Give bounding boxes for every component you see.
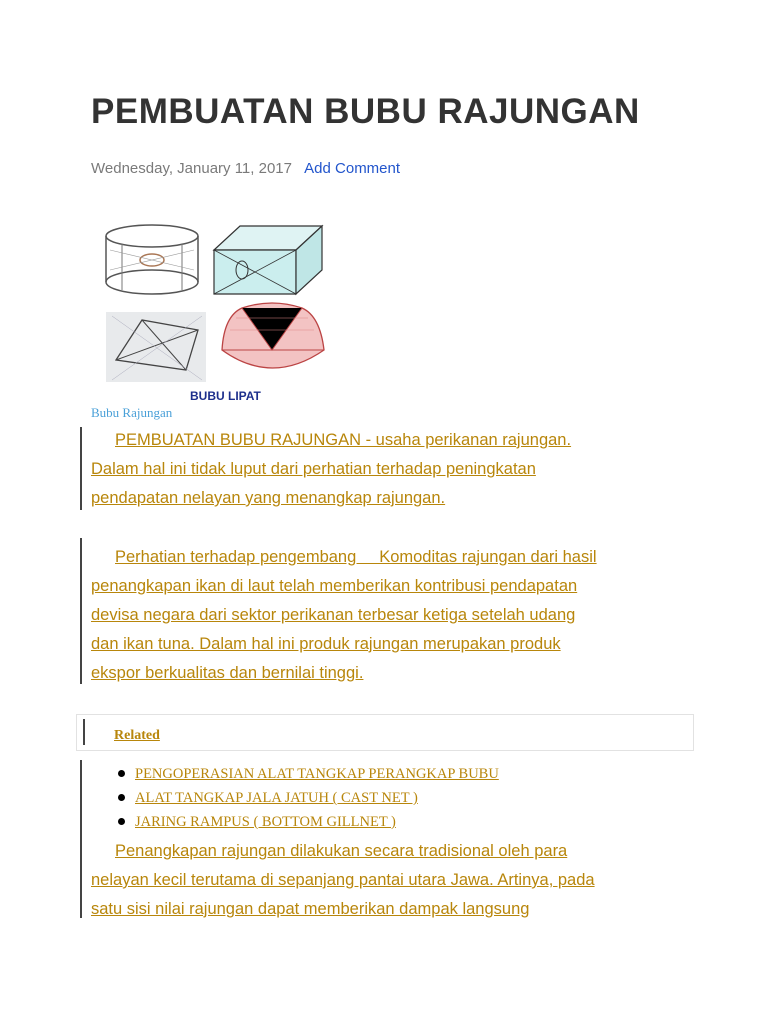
- related-link-3[interactable]: JARING RAMPUS ( BOTTOM GILLNET ): [135, 814, 396, 830]
- paragraph-1: [91, 426, 691, 513]
- related-item: [118, 788, 499, 812]
- paragraph-1-line-1[interactable]: PEMBUATAN BUBU RAJUNGAN - usaha perikanan rajungan.: [115, 431, 572, 449]
- umbrella-trap-illustration: [222, 303, 324, 368]
- add-comment-link[interactable]: Add Comment: [304, 160, 401, 177]
- related-list-quote-bar: [80, 760, 82, 918]
- article-title: PEMBUATAN BUBU RAJUNGAN: [91, 92, 640, 131]
- related-heading[interactable]: Related: [114, 728, 160, 743]
- paragraph-3-line-3[interactable]: satu sisi nilai rajungan dapat memberikan dampak langsung: [91, 900, 530, 918]
- paragraph-3-line-1[interactable]: Penangkapan rajungan dilakukan secara tradisional oleh para: [115, 842, 568, 860]
- paragraph-2: [91, 543, 691, 688]
- related-link-1[interactable]: PENGOPERASIAN ALAT TANGKAP PERANGKAP BUBU: [135, 766, 499, 782]
- related-quote-bar: [83, 719, 85, 745]
- related-posts-box: [76, 714, 694, 751]
- paragraph-3-line-2[interactable]: nelayan kecil terutama di sepanjang pantai utara Jawa. Artinya, pada: [91, 871, 595, 889]
- image-caption: Bubu Rajungan: [91, 405, 173, 420]
- related-link-2[interactable]: ALAT TANGKAP JALA JATUH ( CAST NET ): [135, 790, 418, 806]
- paragraph-2-line-4[interactable]: dan ikan tuna. Dalam hal ini produk rajungan merupakan produk: [91, 635, 561, 653]
- paragraph-1-quote-bar: [80, 427, 82, 510]
- related-item: [118, 812, 499, 836]
- paragraph-1-line-3[interactable]: pendapatan nelayan yang menangkap rajungan.: [91, 489, 446, 507]
- paragraph-2-line-1[interactable]: Perhatian terhadap pengembang Komoditas rajungan dari hasil: [115, 548, 597, 566]
- crab-trap-image: [102, 220, 334, 404]
- paragraph-2-line-2[interactable]: penangkapan ikan di laut telah memberikan kontribusi pendapatan: [91, 577, 578, 595]
- post-meta: [91, 160, 400, 177]
- related-item: [118, 764, 499, 788]
- paragraph-2-quote-bar: [80, 538, 82, 684]
- paragraph-1-line-2[interactable]: Dalam hal ini tidak luput dari perhatian terhadap peningkatan: [91, 460, 536, 478]
- image-label: BUBU LIPAT: [190, 389, 261, 403]
- folding-trap-illustration: [106, 312, 206, 382]
- round-trap-illustration: [106, 225, 198, 294]
- bullet-icon: [118, 794, 125, 801]
- post-date: Wednesday, January 11, 2017: [91, 160, 292, 177]
- related-links-list: [118, 764, 499, 836]
- paragraph-2-line-5[interactable]: ekspor berkualitas dan bernilai tinggi.: [91, 664, 364, 682]
- cube-trap-illustration: [214, 226, 322, 294]
- bullet-icon: [118, 770, 125, 777]
- bullet-icon: [118, 818, 125, 825]
- paragraph-2-line-3[interactable]: devisa negara dari sektor perikanan terbesar ketiga setelah udang: [91, 606, 576, 624]
- paragraph-3: [91, 837, 691, 924]
